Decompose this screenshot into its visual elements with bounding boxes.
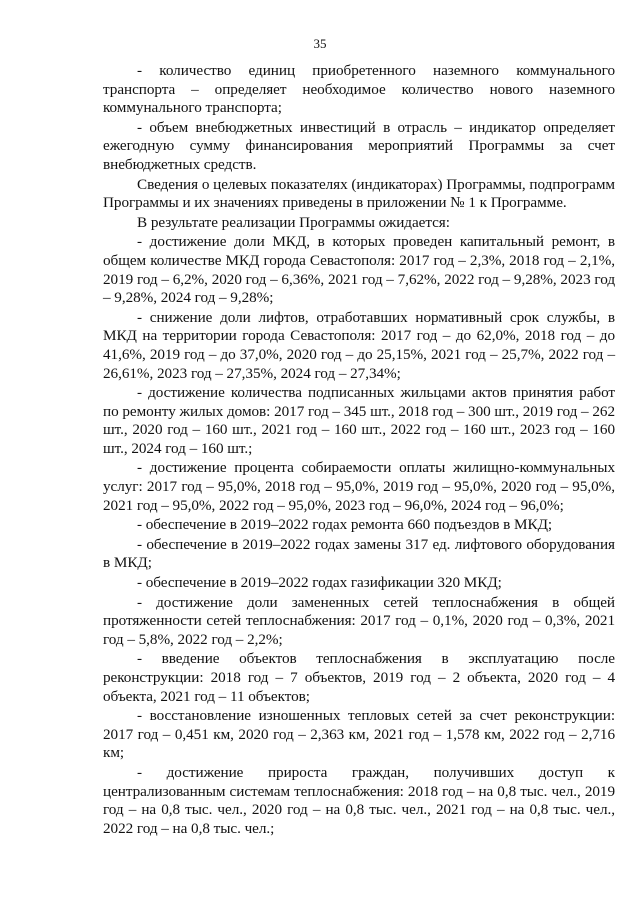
paragraph-heat-network-restoration: - восстановление изношенных тепловых сетей за счет реконструкции: 2017 год – 0,451 км, 2020 год – 2,363 км, 2021 год – 1,578 км, 2022 год – 2,716 км; [103,707,615,762]
paragraph-expected-results-intro: В результате реализации Программы ожидается: [137,213,450,231]
paragraph-elevator-replacement: - обеспечение в 2019–2022 годах замены 317 ед. лифтового оборудования в МКД; [103,535,615,572]
paragraph-heat-objects-commissioning: - введение объектов теплоснабжения в эксплуатацию после реконструкции: 2018 год – 7 объектов, 2019 год – 2 объекта, 2020 год – 4 объекта, 2021 год – 11 объектов; [103,650,615,705]
paragraph-signed-acts: - достижение количества подписанных жильцами актов принятия работ по ремонту жилых домов: 2017 год – 345 шт., 2018 год – 300 шт., 2019 год – 262 шт., 2020 год – 160 шт., 2021 год – 160 шт., 2022 год – 160 шт., 2023 год – 160 шт., 2024 год – 160 шт.; [103,384,615,457]
paragraph-entrance-repair: - обеспечение в 2019–2022 годах ремонта 660 подъездов в МКД; [137,516,553,534]
paragraph-elevator-share: - снижение доли лифтов, отработавших нормативный срок службы, в МКД на территории города Севастополя: 2017 год – до 62,0%, 2018 год – до 41,6%, 2019 год – до 37,0%, 2020 год – до 25,15%, 2021 год – 25,7%, 2022 год – 26,61%, 2023 год – 27,35%, 2024 год – 27,34%; [103,308,615,382]
paragraph-payment-collection: - достижение процента собираемости оплаты жилищно-коммунальных услуг: 2017 год – 95,0%, 2018 год – 95,0%, 2019 год – 95,0%, 2020 год – 95,0%, 2021 год – 95,0%, 2022 год – 95,0%, 2023 год – 96,0%, 2024 год – 96,0%; [103,459,615,514]
paragraph-ground-transport-units: - количество единиц приобретенного наземного коммунального транспорта – определяет необходимое количество нового наземного коммунального транспорта; [103,62,615,117]
paragraph-gasification: - обеспечение в 2019–2022 годах газификации 320 МКД; [137,574,502,592]
paragraph-capital-repair-share: - достижение доли МКД, в которых проведен капитальный ремонт, в общем количестве МКД города Севастополя: 2017 год – 2,3%, 2018 год – 2,1%, 2019 год – 6,2%, 2020 год – 6,36%, 2021 год – 7,62%, 2022 год – 9,28%, 2023 год – 9,28%, 2024 год – 9,28%; [103,233,615,307]
paragraph-indicators-reference: Сведения о целевых показателях (индикаторах) Программы, подпрограмм Программы и их значениях приведены в приложении № 1 к Программе. [103,175,615,212]
document-body [103,62,615,839]
page-number: 35 [313,36,327,51]
paragraph-heat-network-share: - достижение доли замененных сетей теплоснабжения в общей протяженности сетей теплоснабжения: 2017 год – 0,1%, 2020 год – 0,3%, 2021 год – 5,8%, 2022 год – 2,2%; [103,593,615,648]
paragraph-off-budget-investment: - объем внебюджетных инвестиций в отрасль – индикатор определяет ежегодную сумму финансирования мероприятий Программы за счет внебюджетных средств. [103,118,615,173]
paragraph-central-heating-access: - достижение прироста граждан, получивших доступ к централизованным системам теплоснабжения: 2018 год – на 0,8 тыс. чел., 2019 год – на 0,8 тыс. чел., 2020 год – на 0,8 тыс. чел., 2021 год – на 0,8 тыс. чел., 2022 год – на 0,8 тыс. чел.; [103,763,615,837]
